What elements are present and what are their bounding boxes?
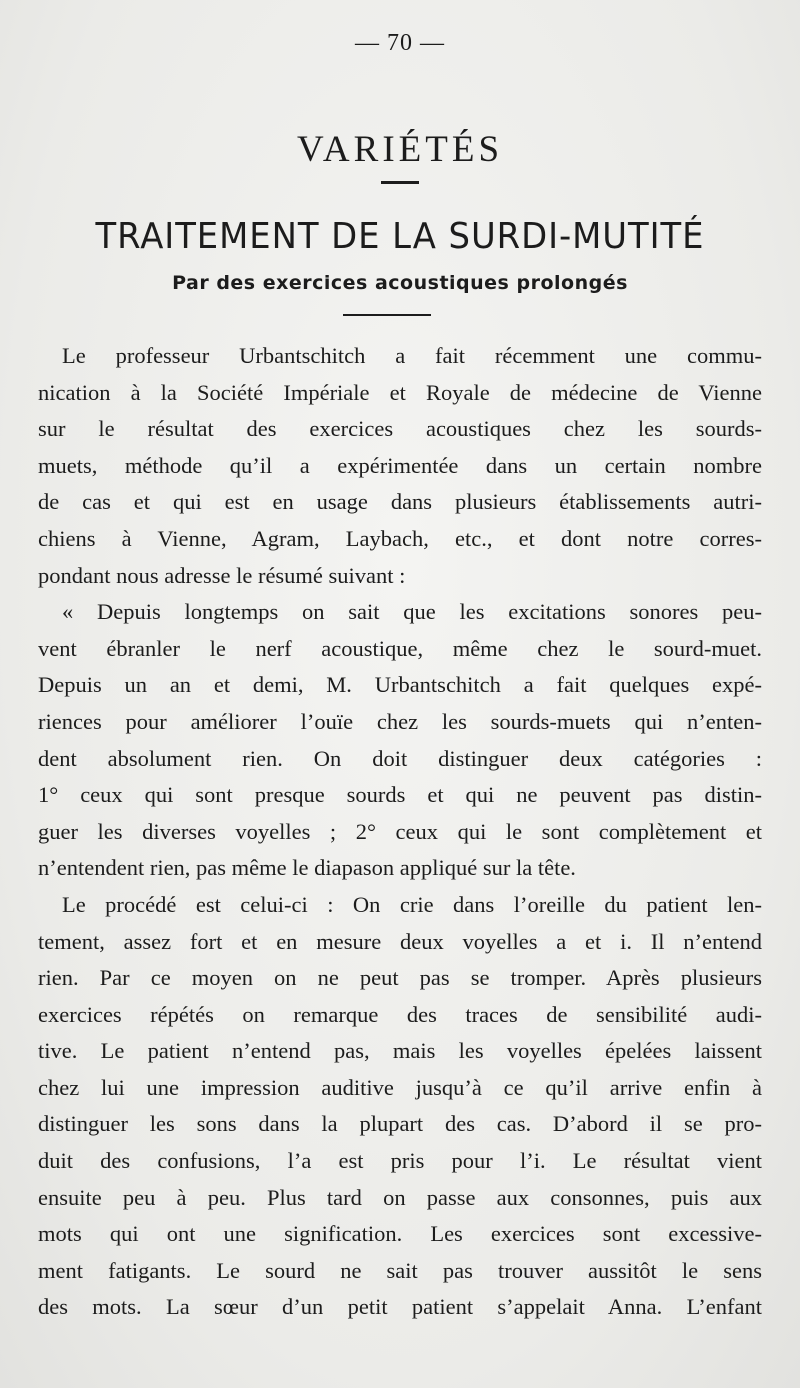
article-body: [38, 338, 762, 1326]
text-line: pondant nous adresse le résumé suivant :: [38, 562, 406, 588]
text-line: dent absolument rien. On doit distinguer deux catégories :: [38, 745, 762, 771]
text-line: ensuite peu à peu. Plus tard on passe aux consonnes, puis aux: [38, 1184, 762, 1210]
text-line: guer les diverses voyelles ; 2° ceux qui le sont complètement et: [38, 818, 762, 844]
text-line: nication à la Société Impériale et Royale de médecine de Vienne: [38, 379, 762, 405]
text-line: rien. Par ce moyen on ne peut pas se tromper. Après plusieurs: [38, 965, 762, 991]
text-line: « Depuis longtemps on sait que les excitations sonores peu-: [62, 599, 762, 625]
text-line: sur le résultat des exercices acoustiques chez les sourds-: [38, 416, 762, 442]
text-line: exercices répétés on remarque des traces de sensibilité audi-: [38, 1001, 762, 1027]
article-title: TRAITEMENT DE LA SURDI-MUTITÉ: [95, 216, 705, 257]
text-line: mots qui ont une signification. Les exercices sont excessive-: [38, 1221, 762, 1247]
text-line: tement, assez fort et en mesure deux voyelles a et i. Il n’entend: [38, 928, 762, 954]
text-line: des mots. La sœur d’un petit patient s’appelait Anna. L’enfant: [38, 1294, 762, 1320]
section-title: VARIÉTÉS: [296, 129, 504, 170]
title-divider: [381, 181, 419, 184]
text-line: muets, méthode qu’il a expérimentée dans un certain nombre: [38, 452, 762, 478]
text-line: distinguer les sons dans la plupart des cas. D’abord il se pro-: [38, 1111, 762, 1137]
text-line: Depuis un an et demi, M. Urbantschitch a fait quelques expé-: [38, 672, 762, 698]
text-line: riences pour améliorer l’ouïe chez les sourds-muets qui n’enten-: [38, 708, 762, 734]
text-line: Le procédé est celui-ci : On crie dans l’oreille du patient len-: [62, 891, 762, 917]
text-line: vent ébranler le nerf acoustique, même chez le sourd-muet.: [38, 635, 762, 661]
text-line: tive. Le patient n’entend pas, mais les voyelles épelées laissent: [38, 1038, 762, 1064]
text-line: chiens à Vienne, Agram, Laybach, etc., et dont notre corres-: [38, 525, 762, 551]
text-line: Le professeur Urbantschitch a fait récemment une commu-: [62, 343, 762, 368]
text-line: duit des confusions, l’a est pris pour l’i. Le résultat vient: [38, 1148, 762, 1174]
article-subtitle: Par des exercices acoustiques prolongés: [172, 272, 628, 294]
subtitle-divider: [343, 314, 431, 316]
text-line: n’entendent rien, pas même le diapason appliqué sur la tête.: [38, 855, 576, 881]
text-line: 1° ceux qui sont presque sourds et qui ne peuvent pas distin-: [38, 782, 762, 808]
text-line: de cas et qui est en usage dans plusieurs établissements autri-: [38, 489, 762, 515]
text-line: ment fatigants. Le sourd ne sait pas trouver aussitôt le sens: [38, 1257, 762, 1283]
page-number: — 70 —: [355, 30, 445, 56]
text-line: chez lui une impression auditive jusqu’à ce qu’il arrive enfin à: [38, 1074, 762, 1100]
